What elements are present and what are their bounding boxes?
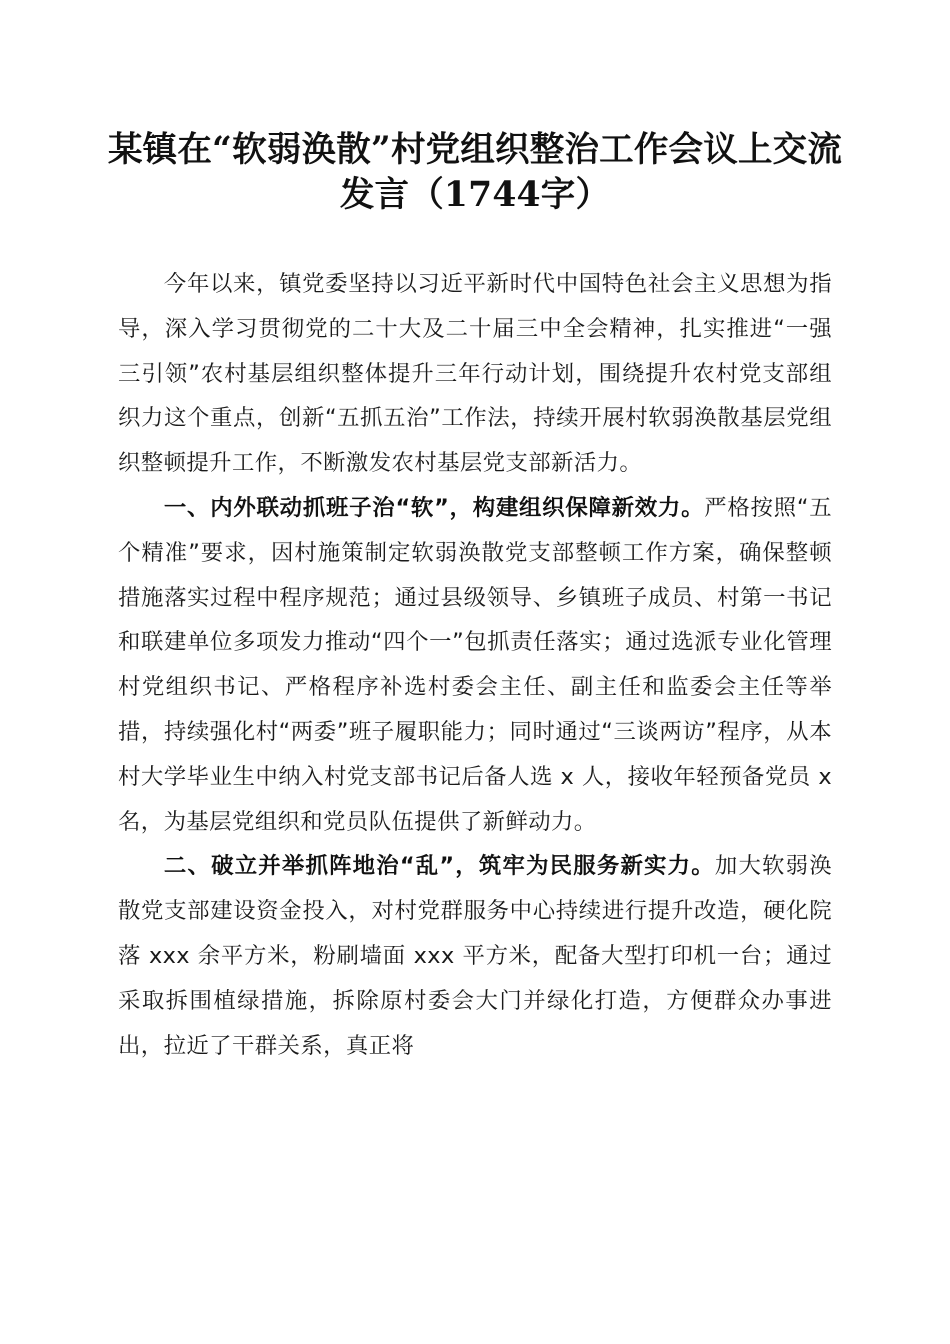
section-1-text: 严格按照“五个精准”要求，因村施策制定软弱涣散党支部整顿工作方案，确保整顿措施落实过程中程序规范；通过县级领导、乡镇班子成员、村第一书记和联建单位多项发力推动“四个一”包抓责任落实；通过选派专业化管理村党组织书记、严格程序补选村委会主任、副主任和监委会主任等举措，持续强化村“两委”班子履职能力；同时通过“三谈两访”程序，从本村大学毕业生中纳入村党支部书记后备人选 x 人，接收年轻预备党员 x 名，为基层党组织和党员队伍提供了新鲜动力。	[118, 494, 833, 835]
section-2-paragraph	[118, 844, 832, 1068]
section-2-heading: 二、破立并举抓阵地治“乱”，筑牢为民服务新实力。	[163, 853, 715, 880]
section-1-paragraph	[118, 486, 832, 844]
intro-paragraph-text: 今年以来，镇党委坚持以习近平新时代中国特色社会主义思想为指导，深入学习贯彻党的二十大及二十届三中全会精神，扎实推进“一强三引领”农村基层组织整体提升三年行动计划，围绕提升农村党支部组织力这个重点，创新“五抓五治”工作法，持续开展村软弱涣散基层党组织整顿提升工作，不断激发农村基层党支部新活力。	[118, 271, 832, 477]
section-1-heading: 一、内外联动抓班子治“软”，构建组织保障新效力。	[163, 494, 705, 521]
document-title: 某镇在“软弱涣散”村党组织整治工作会议上交流发言（1744字）	[107, 130, 843, 215]
document-body	[118, 262, 832, 1068]
section-2-text: 加大软弱涣散党支部建设资金投入，对村党群服务中心持续进行提升改造，硬化院落 xxx 余平方米，粉刷墙面 xxx 平方米，配备大型打印机一台；通过采取拆围植绿措施，拆除原村委会大门并绿化打造，方便群众办事进出，拉近了干群关系，真正将	[118, 853, 833, 1059]
intro-paragraph	[118, 262, 832, 486]
